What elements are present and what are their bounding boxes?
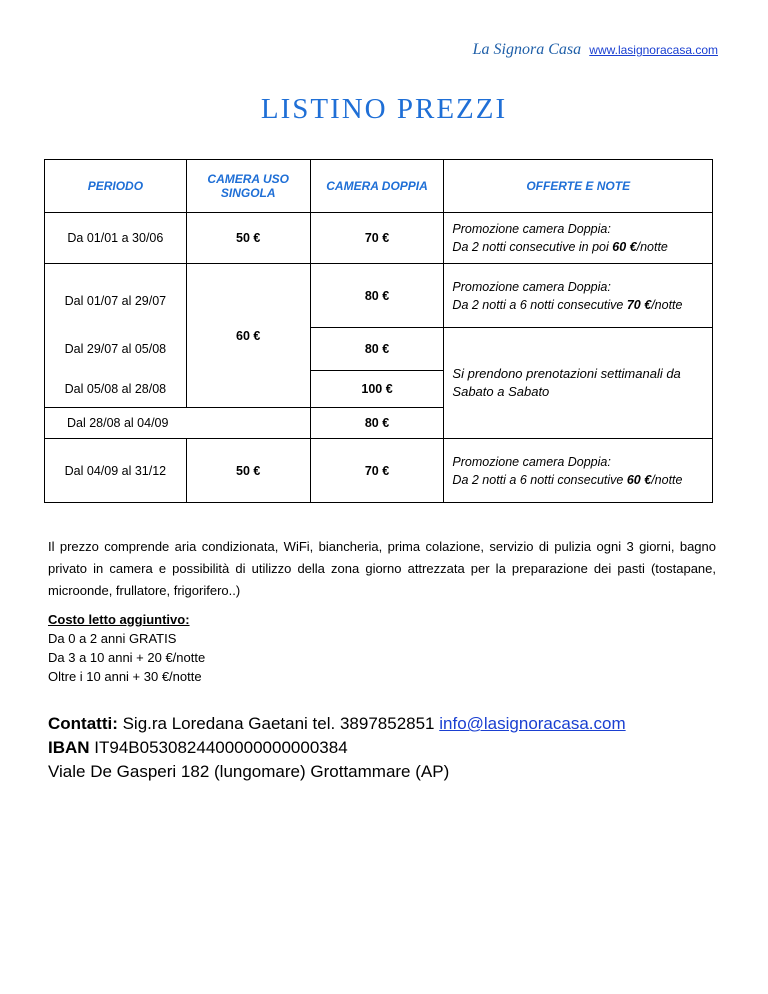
header-single: CAMERA USO SINGOLA [186,160,310,213]
period-cell: Dal 29/07 al 05/08 [45,328,187,371]
extra-bed-section [48,610,205,686]
page-header [473,41,718,59]
contact-label: Contatti: [48,714,118,733]
list-item: Da 3 a 10 anni + 20 €/notte [48,650,206,665]
double-price-cell: 70 € [310,439,444,503]
double-price-cell: 70 € [310,213,444,264]
price-table [44,159,713,503]
single-price-cell: 50 € [186,213,310,264]
list-item: Da 0 a 2 anni GRATIS [48,631,177,646]
contact-line [48,712,626,736]
double-price-cell: 80 € [310,264,444,328]
offer-note: Promozione camera Doppia: Da 2 notti a 6 notti consecutive 70 €/notte [444,264,713,328]
period-cell: Dal 05/08 al 28/08 [45,371,187,408]
email-link[interactable]: info@lasignoracasa.com [439,714,626,733]
table-row [45,213,713,264]
address-line: Viale De Gasperi 182 (lungomare) Grottammare (AP) [48,762,450,781]
contact-text: Sig.ra Loredana Gaetani tel. 3897852851 [117,714,440,733]
brand-name: La Signora Casa [472,41,582,58]
header-period: PERIODO [45,160,187,213]
period-cell: Dal 04/09 al 31/12 [45,439,187,503]
period-cell: Dal 28/08 al 04/09 [45,408,311,439]
iban-value: IT94B0530824400000000000384 [89,738,348,757]
single-price-cell: 50 € [186,439,310,503]
website-link[interactable]: www.lasignoracasa.com [589,43,718,57]
header-notes: OFFERTE E NOTE [444,160,713,213]
double-price-cell: 80 € [310,408,444,439]
table-row [45,264,713,328]
iban-label: IBAN [48,738,90,757]
table-row [45,328,713,371]
extra-bed-title: Costo letto aggiuntivo: [48,612,190,627]
iban-line [48,736,626,760]
list-item: Oltre i 10 anni + 30 €/notte [48,669,202,684]
double-price-cell: 100 € [310,371,444,408]
period-cell: Dal 01/07 al 29/07 [45,264,187,328]
header-double: CAMERA DOPPIA [310,160,444,213]
single-price-merged: 60 € [186,264,310,408]
included-services: Il prezzo comprende aria condizionata, WiFi, biancheria, prima colazione, servizio di pulizia ogni 3 giorni, bagno privato in camera e possibilità di utilizzo della zona giorno attrezzata per la preparazione dei pasti (tostapane, microonde, frullatore, frigorifero..) [48,539,716,598]
contact-section [48,712,626,784]
table-header-row [45,160,713,213]
period-cell: Da 01/01 a 30/06 [45,213,187,264]
table-row [45,439,713,503]
offer-note: Promozione camera Doppia: Da 2 notti consecutive in poi 60 €/notte [444,213,713,264]
page-title: LISTINO PREZZI [260,93,508,125]
offer-note: Promozione camera Doppia: Da 2 notti a 6 notti consecutive 60 €/notte [444,439,713,503]
double-price-cell: 80 € [310,328,444,371]
offer-note: Si prendono prenotazioni settimanali da Sabato a Sabato [444,328,713,439]
